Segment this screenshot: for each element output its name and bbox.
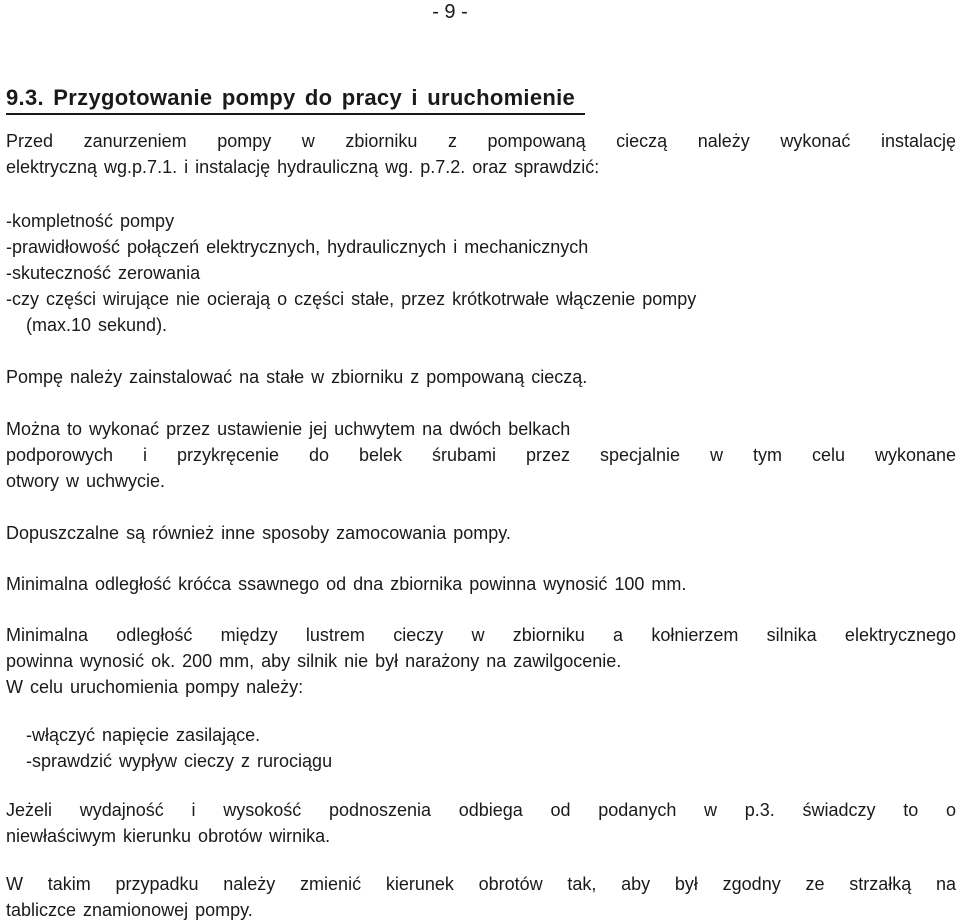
check-item-rotating-parts: -czy części wirujące nie ocierają o części stałe, przez krótkotrwałe włączenie pompy xyxy=(6,289,697,309)
check-item-completeness: -kompletność pompy xyxy=(6,211,175,231)
intro-line-2: elektryczną wg.p.7.1. i instalację hydrauliczną wg. p.7.2. oraz sprawdzić: xyxy=(6,157,600,177)
motor-distance-line-2: powinna wynosić ok. 200 mm, aby silnik nie był narażony na zawilgocenie. xyxy=(6,651,622,671)
rotation-line-1: W takim przypadku należy zmienić kierunek obrotów tak, aby był zgodny ze strzałką na xyxy=(6,874,956,894)
intro-paragraph xyxy=(6,128,956,180)
check-item-connections: -prawidłowość połączeń elektrycznych, hydraulicznych i mechanicznych xyxy=(6,237,589,257)
section-title: 9.3. Przygotowanie pompy do pracy i uruchomienie xyxy=(6,84,585,115)
startup-intro-line: W celu uruchomienia pompy należy: xyxy=(6,677,304,697)
startup-step-power: -włączyć napięcie zasilające. xyxy=(26,725,261,745)
checklist xyxy=(6,208,956,338)
startup-step-flow: -sprawdzić wypływ cieczy z rurociągu xyxy=(26,751,333,771)
inlet-distance-text: Minimalna odległość króćca ssawnego od dna zbiornika powinna wynosić 100 mm. xyxy=(6,574,687,594)
startup-steps xyxy=(6,722,956,774)
intro-line-1: Przed zanurzeniem pompy w zbiorniku z pompowaną cieczą należy wykonać instalację xyxy=(6,131,956,151)
rotation-line-2: tabliczce znamionowej pompy. xyxy=(6,900,253,920)
capacity-paragraph xyxy=(6,797,956,849)
check-item-grounding: -skuteczność zerowania xyxy=(6,263,201,283)
check-item-duration: (max.10 sekund). xyxy=(26,315,168,335)
capacity-line-1: Jeżeli wydajność i wysokość podnoszenia odbiega od podanych w p.3. świadczy to o xyxy=(6,800,956,820)
rotation-paragraph xyxy=(6,871,956,923)
capacity-line-2: niewłaściwym kierunku obrotów wirnika. xyxy=(6,826,331,846)
page-number: - 9 - xyxy=(432,1,468,23)
mounting-method-paragraph xyxy=(6,416,956,494)
other-methods-text: Dopuszczalne są również inne sposoby zamocowania pompy. xyxy=(6,523,511,543)
mounting-method-line-2: podporowych i przykręcenie do belek śrubami przez specjalnie w tym celu wykonane xyxy=(6,445,956,465)
motor-distance-line-1: Minimalna odległość między lustrem cieczy w zbiorniku a kołnierzem silnika elektrycznego xyxy=(6,625,956,645)
motor-distance-paragraph xyxy=(6,622,956,700)
other-methods-paragraph xyxy=(6,520,956,546)
mounting-method-line-3: otwory w uchwycie. xyxy=(6,471,166,491)
mounting-text: Pompę należy zainstalować na stałe w zbiorniku z pompowaną cieczą. xyxy=(6,367,588,387)
mounting-paragraph xyxy=(6,364,956,390)
mounting-method-line-1: Można to wykonać przez ustawienie jej uchwytem na dwóch belkach xyxy=(6,419,571,439)
inlet-distance-paragraph xyxy=(6,571,956,597)
